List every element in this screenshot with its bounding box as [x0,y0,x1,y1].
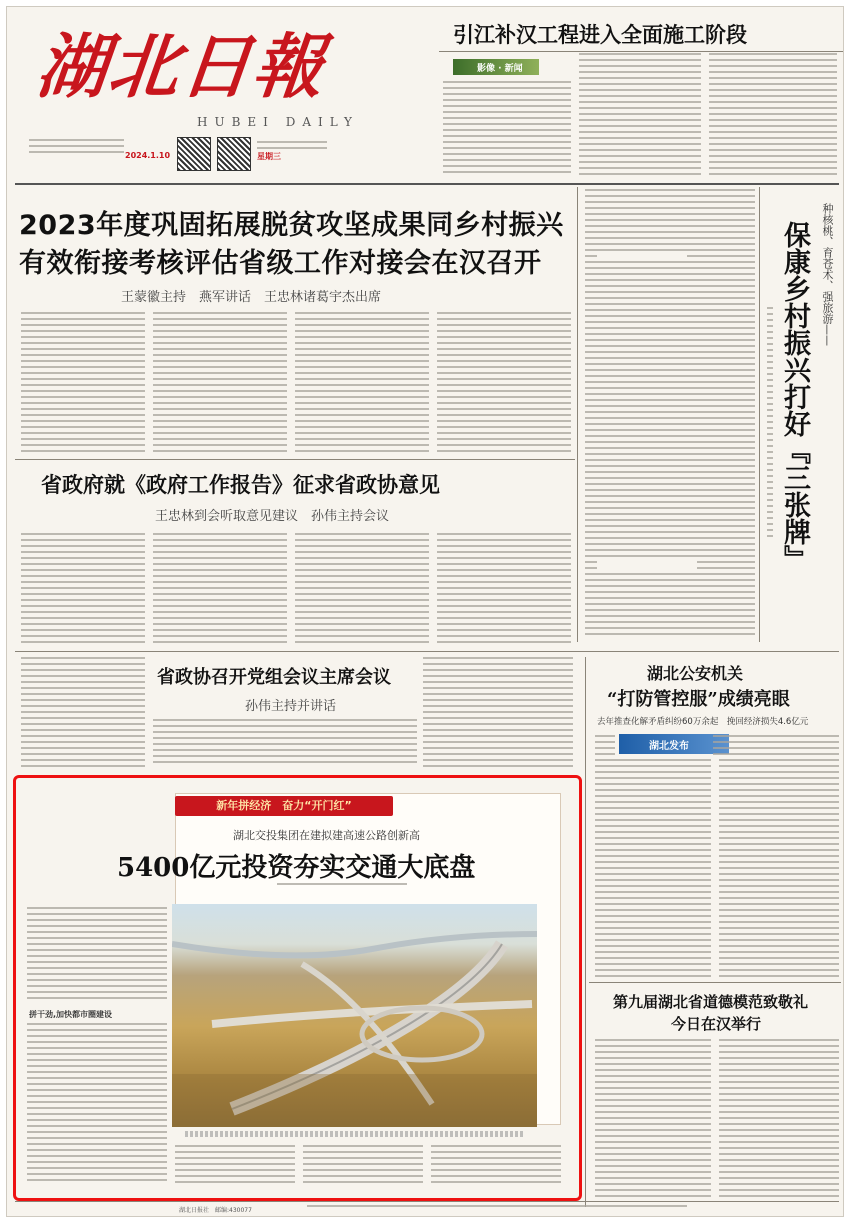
masthead-info [29,139,129,157]
story4-subhead: 去年推查化解矛盾纠纷60万余起 挽回经济损失4.6亿元 [597,717,809,727]
masthead-subtitle: HUBEI DAILY [197,115,359,129]
lead-headline[interactable] [19,207,579,283]
story4-headline-line1[interactable]: 湖北公安机关 [647,664,744,683]
story5-headline-line1[interactable]: 第九届湖北省道德模范致敬礼 [613,993,809,1011]
featured-subsection: 拼干劲,加快都市圈建设 [29,1010,113,1019]
issue-weekday: 星期三 [257,152,281,161]
masthead-title: 湖北日報 [32,25,330,108]
story2-subhead: 王忠林到会听取意见建议 孙伟主持会议 [155,509,390,524]
story5-headline-line2[interactable]: 今日在汉举行 [671,1015,762,1033]
footer-text: 湖北日报社 邮编:430077 [179,1207,252,1214]
lead-subhead: 王蒙徽主持 燕军讲话 王忠林诸葛宇杰出席 [121,290,382,305]
featured-kicker: 湖北交投集团在建拟建高速公路创新高 [233,829,420,842]
story2-headline[interactable]: 省政府就《政府工作报告》征求省政协意见 [41,472,440,497]
lead-headline-line2[interactable]: 有效衔接考核评估省级工作对接会在汉召开 [19,248,542,279]
top-story-headline[interactable]: 引江补汉工程进入全面施工阶段 [453,22,747,47]
lead-headline-line1[interactable]: 2023年度巩固拓展脱贫攻坚成果同乡村振兴 [19,210,564,241]
qr-code-icon [177,137,211,171]
highlight-frame [13,775,582,1201]
story3-subhead: 孙伟主持并讲话 [245,699,337,714]
right-feature-kicker: 种核桃、育苍术、强旅游—— [821,203,834,346]
hubei-release-badge-label: 湖北发布 [649,741,689,752]
qr-code-icon [217,137,251,171]
featured-banner: 新年拼经济 奋力“开门红” [175,796,393,816]
newspaper-page [6,6,844,1217]
photo-news-badge-label: 影像 · 新闻 [477,64,523,74]
issue-date: 2024.1.10 [125,151,171,160]
story4-headline-line2[interactable]: “打防管控服”成绩亮眼 [607,689,790,710]
featured-headline[interactable]: 5400亿元投资夯实交通大底盘 [117,853,476,883]
photo-news-badge [453,59,539,75]
story3-headline[interactable]: 省政协召开党组会议主席会议 [157,667,391,688]
right-feature-title[interactable]: 保康乡村振兴打好『三张牌』 [779,221,810,572]
